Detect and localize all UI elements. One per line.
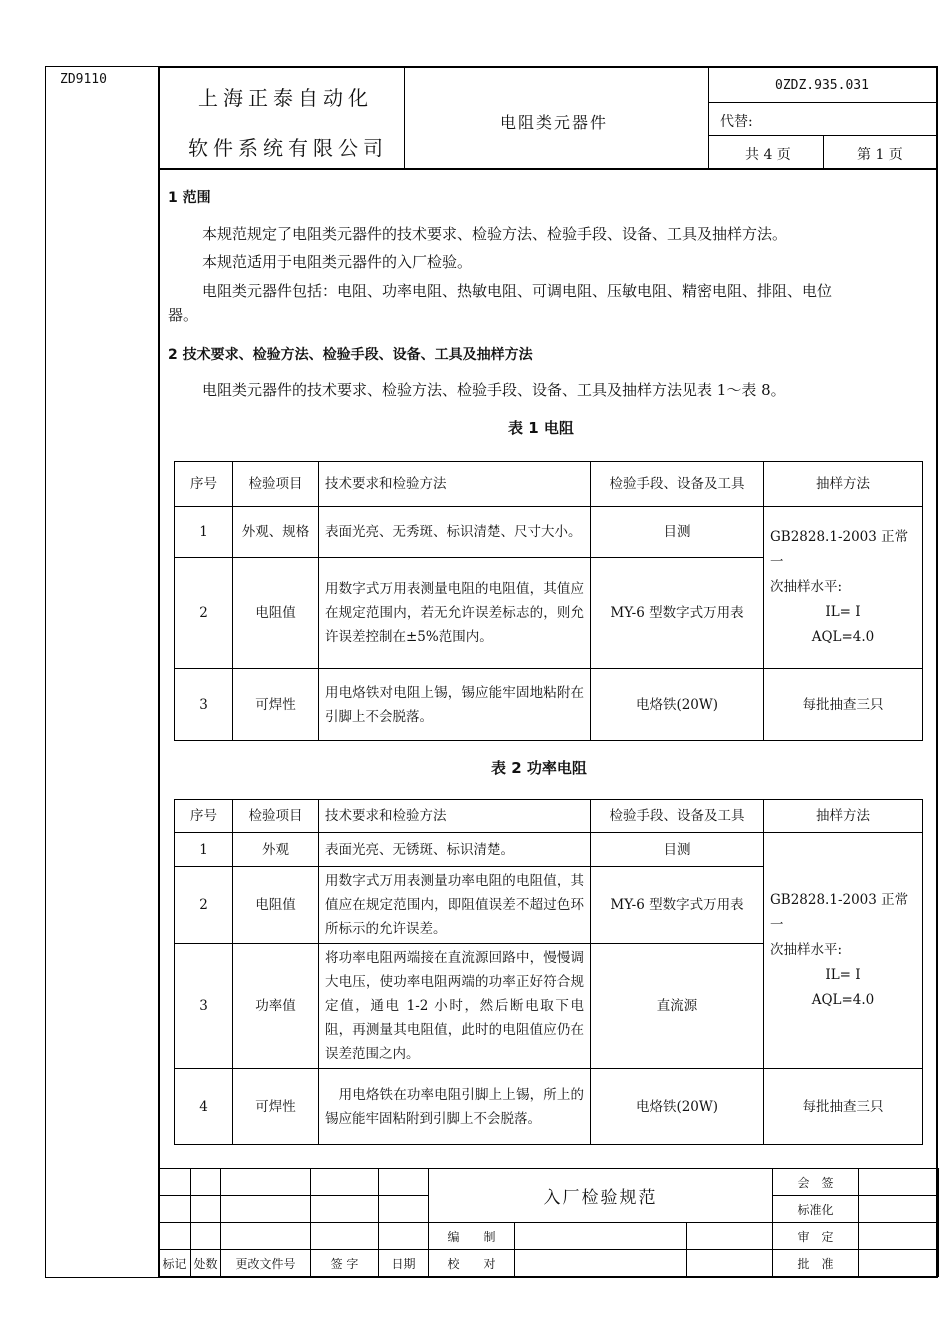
standardize-value bbox=[859, 1196, 939, 1223]
cell-no: 2 bbox=[175, 867, 233, 944]
cell-method: 将功率电阻两端接在直流源回路中，慢慢调大电压，使功率电阻两端的功率正好符合规定值，通电 1-2 小时，然后断电取下电阻，再测量其电阻值，此时的电阻值应仍在误差范围之内。 bbox=[319, 944, 591, 1069]
replace-label: 代替: bbox=[720, 114, 753, 130]
cell-method: 用数字式万用表测量功率电阻的电阻值，其值应在规定范围内，即阻值误差不超过色环所标示的允许误差。 bbox=[319, 867, 591, 944]
sampling-il: IL= Ⅰ bbox=[825, 967, 861, 983]
countersign-label: 会 签 bbox=[773, 1169, 859, 1196]
cell-no: 3 bbox=[175, 944, 233, 1069]
cell-no: 3 bbox=[175, 669, 233, 741]
cell-sampling: 每批抽查三只 bbox=[764, 669, 923, 741]
count-label: 处数 bbox=[191, 1250, 221, 1277]
table-row bbox=[175, 507, 923, 558]
approve-value bbox=[859, 1250, 939, 1277]
table-2 bbox=[174, 799, 923, 1145]
table-header-row bbox=[175, 462, 923, 507]
cell-no: 1 bbox=[175, 833, 233, 867]
cell-method: 用电烙铁对电阻上锡，锡应能牢固地粘附在引脚上不会脱落。 bbox=[319, 669, 591, 741]
header-divider bbox=[708, 102, 938, 103]
cell-item: 外观 bbox=[233, 833, 319, 867]
header-divider bbox=[404, 66, 405, 169]
left-margin-frame bbox=[45, 66, 158, 1278]
spec-title: 入厂检验规范 bbox=[429, 1169, 773, 1223]
check-label: 校 对 bbox=[429, 1250, 515, 1277]
revision-cell bbox=[221, 1196, 311, 1223]
cell-no: 4 bbox=[175, 1069, 233, 1145]
compile-value bbox=[515, 1223, 687, 1250]
cell-sampling: 每批抽查三只 bbox=[764, 1069, 923, 1145]
table-1 bbox=[174, 461, 923, 741]
revision-cell bbox=[311, 1169, 379, 1196]
header-bottom-line bbox=[158, 168, 938, 170]
footer-title-block bbox=[158, 1168, 939, 1277]
sampling-aql: AQL=4.0 bbox=[811, 992, 875, 1008]
sampling-level-label: 次抽样水平: bbox=[770, 579, 843, 595]
review-label: 审 定 bbox=[773, 1223, 859, 1250]
cell-method: 表面光亮、无锈斑、标识清楚。 bbox=[319, 833, 591, 867]
section-2-para: 电阻类元器件的技术要求、检验方法、检验手段、设备、工具及抽样方法见表 1～表 8。 bbox=[202, 381, 786, 399]
doc-number: 0ZDZ.935.031 bbox=[775, 78, 869, 93]
revision-cell bbox=[379, 1169, 429, 1196]
cell-tools: 目测 bbox=[591, 833, 764, 867]
cell-method: 用电烙铁在功率电阻引脚上上锡，所上的锡应能牢固粘附到引脚上不会脱落。 bbox=[319, 1069, 591, 1145]
cell-item: 电阻值 bbox=[233, 867, 319, 944]
approve-label: 批 准 bbox=[773, 1250, 859, 1277]
page-number: 第 1 页 bbox=[857, 147, 903, 163]
mark-label: 标记 bbox=[159, 1250, 191, 1277]
cell-tools: 电烙铁(20W) bbox=[591, 669, 764, 741]
standardize-label: 标准化 bbox=[773, 1196, 859, 1223]
cell-item: 功率值 bbox=[233, 944, 319, 1069]
change-doc-label: 更改文件号 bbox=[221, 1250, 311, 1277]
col-header-tools: 检验手段、设备及工具 bbox=[591, 462, 764, 507]
section-2-heading: 2 技术要求、检验方法、检验手段、设备、工具及抽样方法 bbox=[168, 347, 533, 363]
countersign-value bbox=[859, 1169, 939, 1196]
col-header-item: 检验项目 bbox=[233, 800, 319, 833]
col-header-no: 序号 bbox=[175, 462, 233, 507]
revision-cell bbox=[191, 1196, 221, 1223]
revision-cell bbox=[311, 1196, 379, 1223]
cell-tools: MY-6 型数字式万用表 bbox=[591, 558, 764, 669]
revision-cell bbox=[159, 1196, 191, 1223]
section-1-para: 电阻类元器件包括：电阻、功率电阻、热敏电阻、可调电阻、压敏电阻、精密电阻、排阻、电位 bbox=[202, 282, 833, 300]
cell-item: 可焊性 bbox=[233, 1069, 319, 1145]
cell-tools: 目测 bbox=[591, 507, 764, 558]
cell-tools: MY-6 型数字式万用表 bbox=[591, 867, 764, 944]
table-header-row bbox=[175, 800, 923, 833]
total-pages: 共 4 页 bbox=[745, 147, 791, 163]
company-name-line1: 上海正泰自动化 bbox=[198, 86, 373, 110]
date-label: 日期 bbox=[379, 1250, 429, 1277]
col-header-sampling: 抽样方法 bbox=[764, 462, 923, 507]
table-2-caption: 表 2 功率电阻 bbox=[491, 759, 587, 777]
doc-title: 电阻类元器件 bbox=[500, 113, 609, 132]
cell-item: 外观、规格 bbox=[233, 507, 319, 558]
revision-cell bbox=[159, 1223, 191, 1250]
cell-sampling bbox=[764, 833, 923, 1069]
check-value bbox=[515, 1250, 687, 1277]
cell-tools: 直流源 bbox=[591, 944, 764, 1069]
col-header-tools: 检验手段、设备及工具 bbox=[591, 800, 764, 833]
cell-no: 2 bbox=[175, 558, 233, 669]
cell-no: 1 bbox=[175, 507, 233, 558]
col-header-method: 技术要求和检验方法 bbox=[319, 462, 591, 507]
section-1-para: 本规范适用于电阻类元器件的入厂检验。 bbox=[202, 253, 473, 271]
sampling-level-label: 次抽样水平: bbox=[770, 942, 843, 958]
blank-cell bbox=[687, 1223, 773, 1250]
sampling-standard: GB2828.1-2003 正常一 bbox=[770, 892, 909, 933]
company-name-line2: 软件系统有限公司 bbox=[188, 136, 388, 160]
cell-item: 可焊性 bbox=[233, 669, 319, 741]
col-header-no: 序号 bbox=[175, 800, 233, 833]
table-row bbox=[175, 833, 923, 867]
revision-cell bbox=[221, 1223, 311, 1250]
compile-label: 编 制 bbox=[429, 1223, 515, 1250]
col-header-method: 技术要求和检验方法 bbox=[319, 800, 591, 833]
doc-code: ZD9110 bbox=[60, 72, 107, 87]
signature-label: 签 字 bbox=[311, 1250, 379, 1277]
revision-cell bbox=[379, 1196, 429, 1223]
review-value bbox=[859, 1223, 939, 1250]
revision-cell bbox=[159, 1169, 191, 1196]
revision-cell bbox=[379, 1223, 429, 1250]
blank-cell bbox=[687, 1250, 773, 1277]
table-1-caption: 表 1 电阻 bbox=[508, 419, 574, 437]
table-row bbox=[175, 1069, 923, 1145]
revision-cell bbox=[221, 1169, 311, 1196]
cell-tools: 电烙铁(20W) bbox=[591, 1069, 764, 1145]
section-1-para: 本规范规定了电阻类元器件的技术要求、检验方法、检验手段、设备、工具及抽样方法。 bbox=[202, 225, 788, 243]
revision-cell bbox=[311, 1223, 379, 1250]
col-header-item: 检验项目 bbox=[233, 462, 319, 507]
sampling-standard: GB2828.1-2003 正常一 bbox=[770, 529, 909, 570]
header-divider bbox=[708, 66, 709, 169]
cell-method: 表面光亮、无秀斑、标识清楚、尺寸大小。 bbox=[319, 507, 591, 558]
cell-sampling bbox=[764, 507, 923, 669]
revision-cell bbox=[191, 1169, 221, 1196]
revision-cell bbox=[191, 1223, 221, 1250]
col-header-sampling: 抽样方法 bbox=[764, 800, 923, 833]
table-row bbox=[175, 669, 923, 741]
section-1-heading: 1 范围 bbox=[168, 190, 211, 206]
section-1-para: 器。 bbox=[168, 306, 199, 324]
cell-method: 用数字式万用表测量电阻的电阻值，其值应在规定范围内，若无允许误差标志的，则允许误差控制在±5%范围内。 bbox=[319, 558, 591, 669]
sampling-il: IL= Ⅰ bbox=[825, 604, 861, 620]
sampling-aql: AQL=4.0 bbox=[811, 629, 875, 645]
header-divider bbox=[823, 135, 824, 169]
cell-item: 电阻值 bbox=[233, 558, 319, 669]
